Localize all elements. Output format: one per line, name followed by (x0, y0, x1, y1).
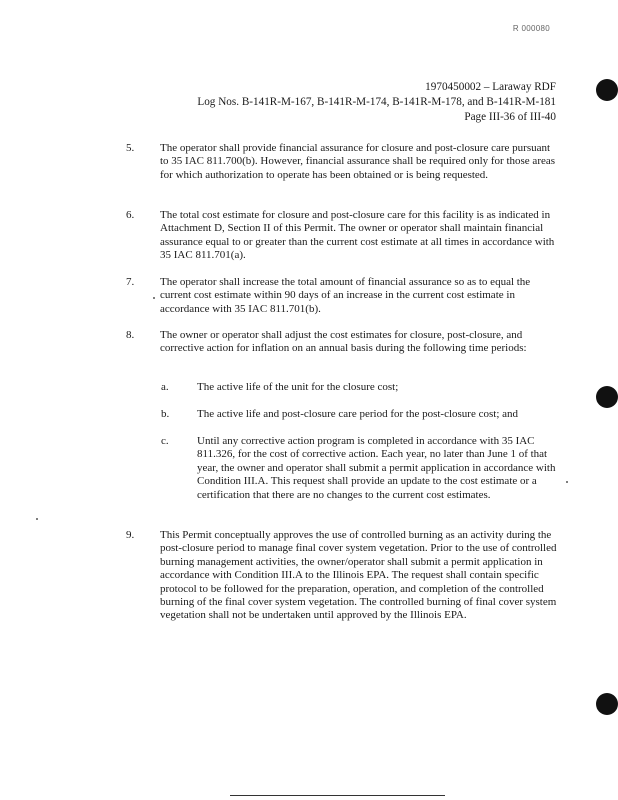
condition-number: 6. (126, 209, 135, 221)
subitem-letter: a. (161, 381, 169, 393)
condition-text: This Permit conceptually approves the use of controlled burning as an activity during the post-closure period to manage final cover system vegetation. Prior to the use of controlled burning management activities, the owner/operator shall submit a permit application in accordance with Condition III.A to the Illinois EPA. The request shall contain specific protocol to be followed for the preparation, operation, and completion of the controlled burning of the final cover system vegetation. The controlled burning of final cover system vegetation shall not be undertaken until approved by the Illinois EPA. (160, 529, 557, 622)
subitem-text: The active life of the unit for the closure cost; (197, 381, 399, 393)
page-header (86, 80, 556, 125)
subitem-text: The active life and post-closure care period for the post-closure cost; and (197, 408, 519, 420)
punch-hole-mark (596, 79, 618, 101)
bates-stamp: R 000080 (512, 24, 550, 33)
condition-text: The operator shall provide financial assurance for closure and post-closure care pursuant to 35 IAC 811.700(b). However, financial assurance shall be required only for those areas for which authorization to operate has been obtained or is being requested. (160, 142, 556, 181)
subitem-letter: b. (161, 408, 170, 420)
condition-text: The operator shall increase the total amount of financial assurance so as to equal the current cost estimate within 90 days of an increase in the current cost estimate in accordance with 35 IAC 811.701(b). (160, 276, 531, 315)
facility-id-line: 1970450002 – Laraway RDF (425, 81, 556, 93)
condition-text: The owner or operator shall adjust the cost estimates for closure, post-closure, and corrective action for inflation on an annual basis during the following time periods: (160, 329, 527, 355)
condition-number: 8. (126, 329, 135, 341)
punch-hole-mark (596, 386, 618, 408)
page-number-line: Page III-36 of III-40 (464, 111, 556, 123)
subitem-text: Until any corrective action program is completed in accordance with 35 IAC 811.326, for the cost of corrective action. Each year, no later than June 1 of that year, the owner and operator shall submit a permit application in accordance with Condition III.A. This request shall provide an update to the cost estimate or a certification that there are no changes to the current cost estimates. (197, 435, 556, 501)
scan-speck (153, 297, 155, 299)
condition-number: 9. (126, 529, 135, 541)
scan-speck (566, 481, 568, 483)
scan-speck (36, 518, 38, 520)
condition-number: 5. (126, 142, 135, 154)
log-numbers-line: Log Nos. B-141R-M-167, B-141R-M-174, B-141R-M-178, and B-141R-M-181 (197, 96, 556, 108)
subitem-letter: c. (161, 435, 169, 447)
punch-hole-mark (596, 693, 618, 715)
condition-text: The total cost estimate for closure and post-closure care for this facility is as indicated in Attachment D, Section II of this Permit. The owner or operator shall maintain financial assurance equal to or greater than the current cost estimate at all times in accordance with 35 IAC 811.701(a). (160, 209, 555, 262)
condition-number: 7. (126, 276, 135, 288)
bottom-edge-line (230, 795, 445, 796)
